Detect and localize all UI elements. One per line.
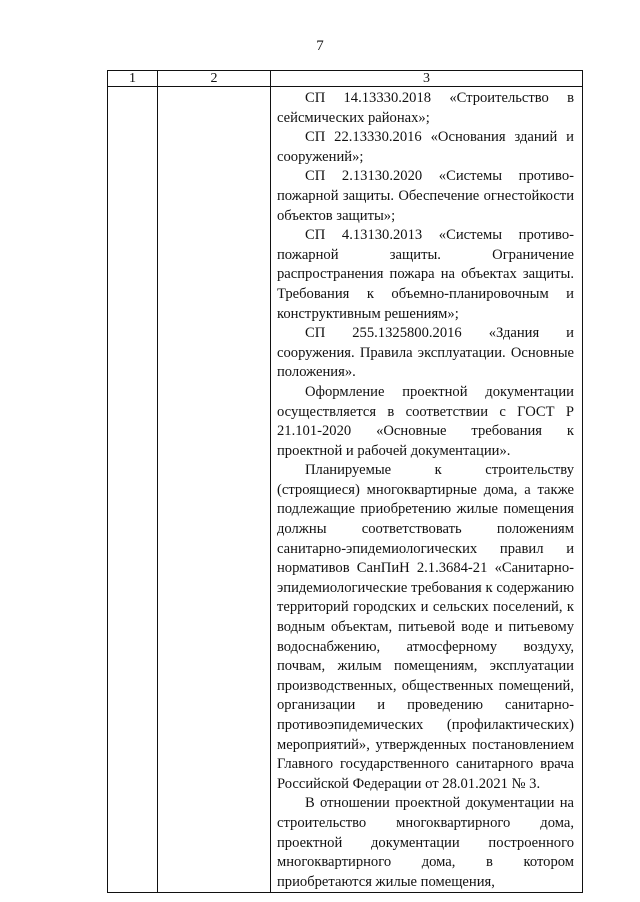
- cell-column-1: [108, 87, 158, 893]
- cell-text: [271, 87, 582, 892]
- table-row: [108, 87, 583, 893]
- paragraph-sp-2-13130: СП 2.13130.2020 «Системы противопожарной защиты. Обеспечение огнестойкости объектов защиты»;: [277, 168, 574, 224]
- column-header-1: 1: [108, 71, 158, 87]
- column-header-3: 3: [271, 71, 583, 87]
- requirements-table: [107, 70, 583, 893]
- table-header-row: [108, 71, 583, 87]
- page-number: 7: [316, 38, 324, 54]
- paragraph-gost-documentation: Оформление проектной документации осуществляется в соответствии с ГОСТ Р 21.101-2020 «Основные требования к проектной и рабочей документации».: [277, 383, 574, 459]
- cell-column-2: [158, 87, 271, 893]
- paragraph-sp-22-13330: СП 22.13330.2016 «Основания зданий и сооружений»;: [277, 129, 574, 165]
- paragraph-sanpin-requirements: Планируемые к строительству (строящиеся) многоквартирные дома, а также подлежащие приобретению жилые помещения должны соответствовать положениям санитарно-эпидемиологических правил и нормативов СанПиН 2.1.3684-21 «Санитарно-эпидемиологические требования к содержанию территорий городских и сельских поселений, к водным объектам, питьевой воде и питьевому водоснабжению, атмосферному воздуху, почвам, жилым помещениям, эксплуатации производственных, общественных помещений, организации и проведению санитарно-противоэпидемических (профилактических) мероприятий», утвержденных постановлением Главного государственного санитарного врача Российской Федерации от 28.01.2021 № 3.: [277, 462, 574, 792]
- paragraph-project-documentation: В отношении проектной документации на строительство многоквартирного дома, проектной документации построенного многоквартирного дома, в котором приобретаются жилые помещения,: [277, 795, 574, 890]
- paragraph-sp-4-13130: СП 4.13130.2013 «Системы противопожарной защиты. Ограничение распространения пожара на объектах защиты. Требования к объемно-планировочным и конструктивным решениям»;: [277, 227, 574, 322]
- column-header-2: 2: [158, 71, 271, 87]
- cell-column-3: [271, 87, 583, 893]
- paragraph-sp-14-13330: СП 14.13330.2018 «Строительство в сейсмических районах»;: [277, 90, 574, 126]
- paragraph-sp-255-1325800: СП 255.1325800.2016 «Здания и сооружения. Правила эксплуатации. Основные положения».: [277, 325, 574, 381]
